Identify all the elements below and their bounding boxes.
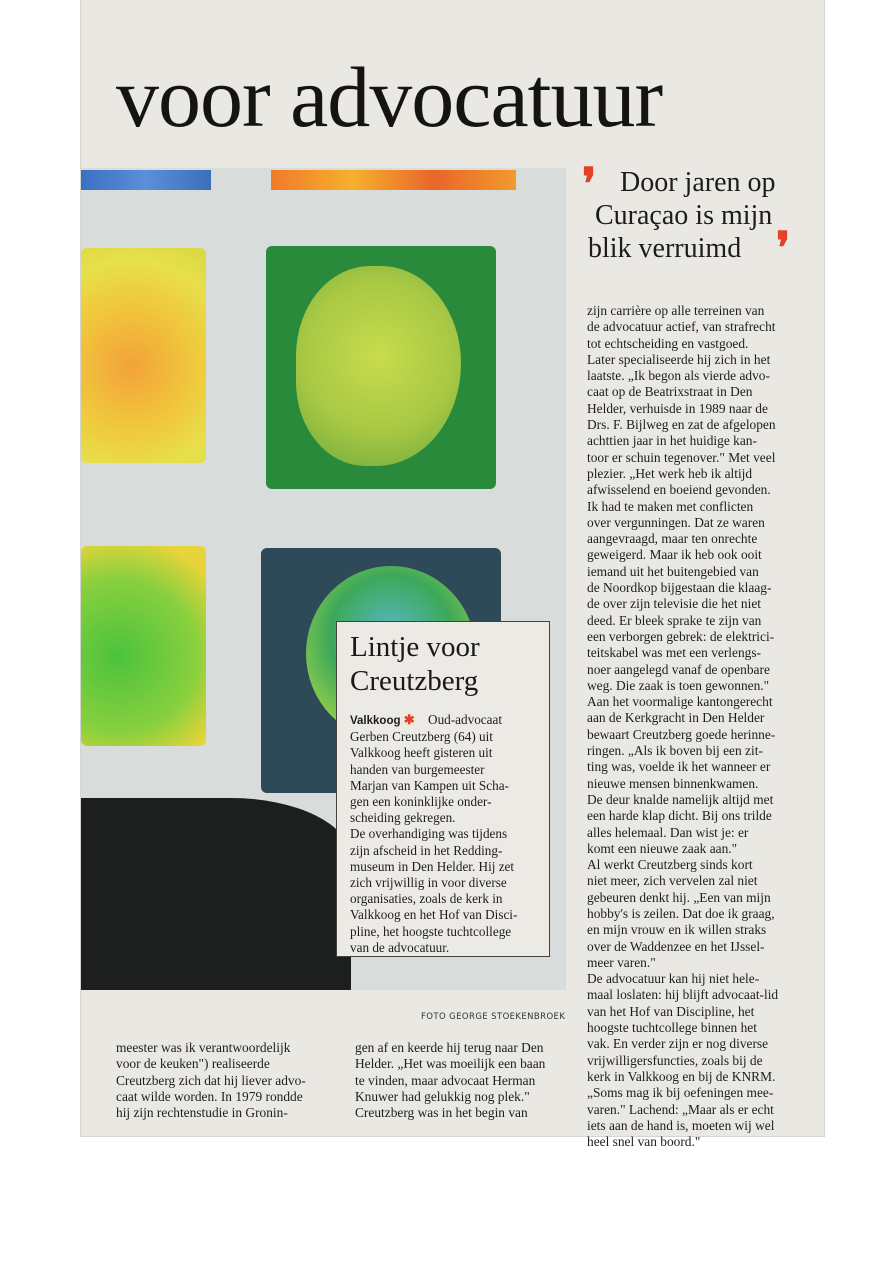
- text-line: deed. Er bleek sprake te zijn van: [587, 612, 762, 628]
- text-line: teitskabel was met een verlengs-: [587, 645, 762, 661]
- photo-person-jacket: [81, 798, 351, 990]
- text-line: een harde klap dicht. Bij ons trilde: [587, 808, 772, 824]
- photo-stripe-blue: [81, 170, 211, 190]
- photo-panel-green: [266, 246, 496, 489]
- text-line: ringen. „Als ik boven bij een zit-: [587, 743, 763, 759]
- text-line: De advocatuur kan hij niet hele-: [587, 971, 760, 987]
- text-line: Valkkoog heeft gisteren uit: [350, 745, 493, 761]
- inset-title-line: Lintje voor: [350, 631, 480, 663]
- text-line: De deur knalde namelijk altijd met: [587, 791, 774, 807]
- text-line: komt een nieuwe zaak aan.": [587, 840, 738, 856]
- dateline: Valkkoog: [350, 715, 401, 727]
- text-line: over de Waddenzee en het IJssel-: [587, 938, 765, 954]
- text-line: Valkkoog en het Hof van Disci-: [350, 907, 518, 923]
- inset-first-line: [350, 712, 541, 729]
- article-column-bottom-mid: [355, 1040, 577, 1121]
- text-line: te vinden, maar advocaat Herman: [355, 1072, 536, 1088]
- text-line: Aan het voormalige kantongerecht: [587, 694, 773, 710]
- photo-credit: FOTO GEORGE STOEKENBROEK: [421, 1012, 566, 1022]
- text-line: noer aangelegd vanaf de openbare: [587, 661, 770, 677]
- text-line: caat op de Beatrixstraat in Den: [587, 384, 753, 400]
- text-line: museum in Den Helder. Hij zet: [350, 858, 515, 874]
- text-line: achttien jaar in het huidige kan-: [587, 433, 757, 449]
- text-line: alles helemaal. Dan wist je: er: [587, 824, 749, 840]
- text-line: „Soms mag ik bij oefeningen mee-: [587, 1085, 774, 1101]
- text-line: zich vrijwillig in voor diverse: [350, 875, 507, 891]
- text-line: vrijwilligersfuncties, zoals bij de: [587, 1052, 763, 1068]
- text-line: weg. Die zaak is toen gewonnen.": [587, 677, 770, 693]
- text-line: de Noordkop bijgestaan die klaag-: [587, 580, 772, 596]
- text-line: en mijn vrouw en ik willen straks: [587, 922, 767, 938]
- text-line: Knuwer had gelukkig nog plek.": [355, 1088, 530, 1104]
- text-line: bewaart Creutzberg goede herinne-: [587, 726, 776, 742]
- photo-panel-yellow: [81, 248, 206, 463]
- text-line: handen van burgemeester: [350, 761, 485, 777]
- pull-quote-line: Curaçao is mijn: [595, 200, 773, 231]
- inset-first-line-text: Oud-advocaat: [428, 712, 503, 727]
- text-line: hobby's is zeilen. Dat doe ik graag,: [587, 905, 775, 921]
- text-line: gebeuren denkt hij. „Een van mijn: [587, 889, 771, 905]
- quote-open-icon: ❜: [582, 160, 597, 209]
- text-line: scheiding gekregen.: [350, 810, 456, 826]
- quote-close-icon: ❜: [776, 224, 791, 273]
- text-line: laatste. „Ik begon als vierde advo-: [587, 368, 770, 384]
- pull-quote-line: Door jaren op: [620, 167, 776, 198]
- text-line: gen een koninklijke onder-: [350, 794, 492, 810]
- pull-quote-line: blik verruimd: [588, 233, 742, 264]
- article-column-bottom-left: [116, 1040, 330, 1121]
- text-line: tot echtscheiding en vastgoed.: [587, 335, 749, 351]
- text-line: Creutzberg zich dat hij liever advo-: [116, 1072, 306, 1088]
- inset-title-line: Creutzberg: [350, 665, 479, 697]
- text-line: pline, het hoogste tuchtcollege: [350, 923, 512, 939]
- text-line: maal loslaten: hij blijft advocaat-lid: [587, 987, 779, 1003]
- text-line: voor de keuken") realiseerde: [116, 1056, 270, 1072]
- text-line: aangevraagd, maar ten onrechte: [587, 531, 758, 547]
- photo-panel-green-left: [81, 546, 206, 746]
- text-line: iets aan de hand is, moeten wij wel: [587, 1117, 775, 1133]
- inset-body: [350, 712, 541, 956]
- article-column-right: [587, 303, 812, 1150]
- text-line: een verborgen gebrek: de elektrici-: [587, 628, 775, 644]
- text-line: over vergunningen. Dat ze waren: [587, 514, 765, 530]
- article-headline: voor advocatuur: [116, 49, 663, 145]
- text-line: varen." Lachend: „Maar als er echt: [587, 1101, 774, 1117]
- text-line: hij zijn rechtenstudie in Gronin-: [116, 1105, 288, 1121]
- inset-box: [336, 621, 550, 957]
- text-line: vak. En verder zijn er nog diverse: [587, 1036, 769, 1052]
- text-line: de advocatuur actief, van strafrecht: [587, 319, 776, 335]
- text-line: Drs. F. Bijlweg en zat de afgelopen: [587, 417, 776, 433]
- text-line: heel snel van boord.": [587, 1134, 701, 1150]
- dateline-star-icon: ✱: [403, 712, 415, 727]
- text-line: van het Hof van Discipline, het: [587, 1003, 755, 1019]
- text-line: De overhandiging was tijdens: [350, 826, 508, 842]
- text-line: Ik had te maken met conflicten: [587, 498, 754, 514]
- text-line: Al werkt Creutzberg sinds kort: [587, 857, 753, 873]
- text-line: zijn afscheid in het Redding-: [350, 842, 503, 858]
- pull-quote: [582, 160, 808, 273]
- text-line: zijn carrière op alle terreinen van: [587, 303, 765, 318]
- text-line: organisaties, zoals de kerk in: [350, 891, 503, 907]
- text-line: gen af en keerde hij terug naar Den: [355, 1040, 544, 1055]
- text-line: van de advocatuur.: [350, 939, 450, 955]
- text-line: de over zijn televisie die het niet: [587, 596, 762, 612]
- text-line: Creutzberg was in het begin van: [355, 1105, 528, 1121]
- text-line: caat wilde worden. In 1979 rondde: [116, 1088, 303, 1104]
- text-line: niet meer, zich vervelen zal niet: [587, 873, 758, 889]
- text-line: aan de Kerkgracht in Den Helder: [587, 710, 765, 726]
- text-line: Gerben Creutzberg (64) uit: [350, 729, 493, 745]
- text-line: afwisselend en boeiend gevonden.: [587, 482, 771, 498]
- text-line: Marjan van Kampen uit Scha-: [350, 777, 509, 793]
- text-line: meester was ik verantwoordelijk: [116, 1040, 291, 1055]
- photo-stripe-orange: [271, 170, 516, 190]
- text-line: ting was, voelde ik het wanneer er: [587, 759, 771, 775]
- photo-leaf-shape: [296, 266, 461, 466]
- text-line: nieuwe mensen binnenkwamen.: [587, 775, 759, 791]
- text-line: hoogste tuchtcollege binnen het: [587, 1020, 757, 1036]
- text-line: kerk in Valkkoog en bij de KNRM.: [587, 1068, 776, 1084]
- text-line: Helder, verhuisde in 1989 naar de: [587, 400, 768, 416]
- text-line: iemand uit het buitengebied van: [587, 563, 759, 579]
- text-line: toor er schuin tegenover." Met veel: [587, 449, 776, 465]
- text-line: Later specialiseerde hij zich in het: [587, 351, 771, 367]
- text-line: meer varen.": [587, 954, 656, 970]
- text-line: geweigerd. Maar ik heb ook ooit: [587, 547, 762, 563]
- text-line: plezier. „Het werk heb ik altijd: [587, 465, 753, 481]
- text-line: Helder. „Het was moeilijk een baan: [355, 1056, 546, 1072]
